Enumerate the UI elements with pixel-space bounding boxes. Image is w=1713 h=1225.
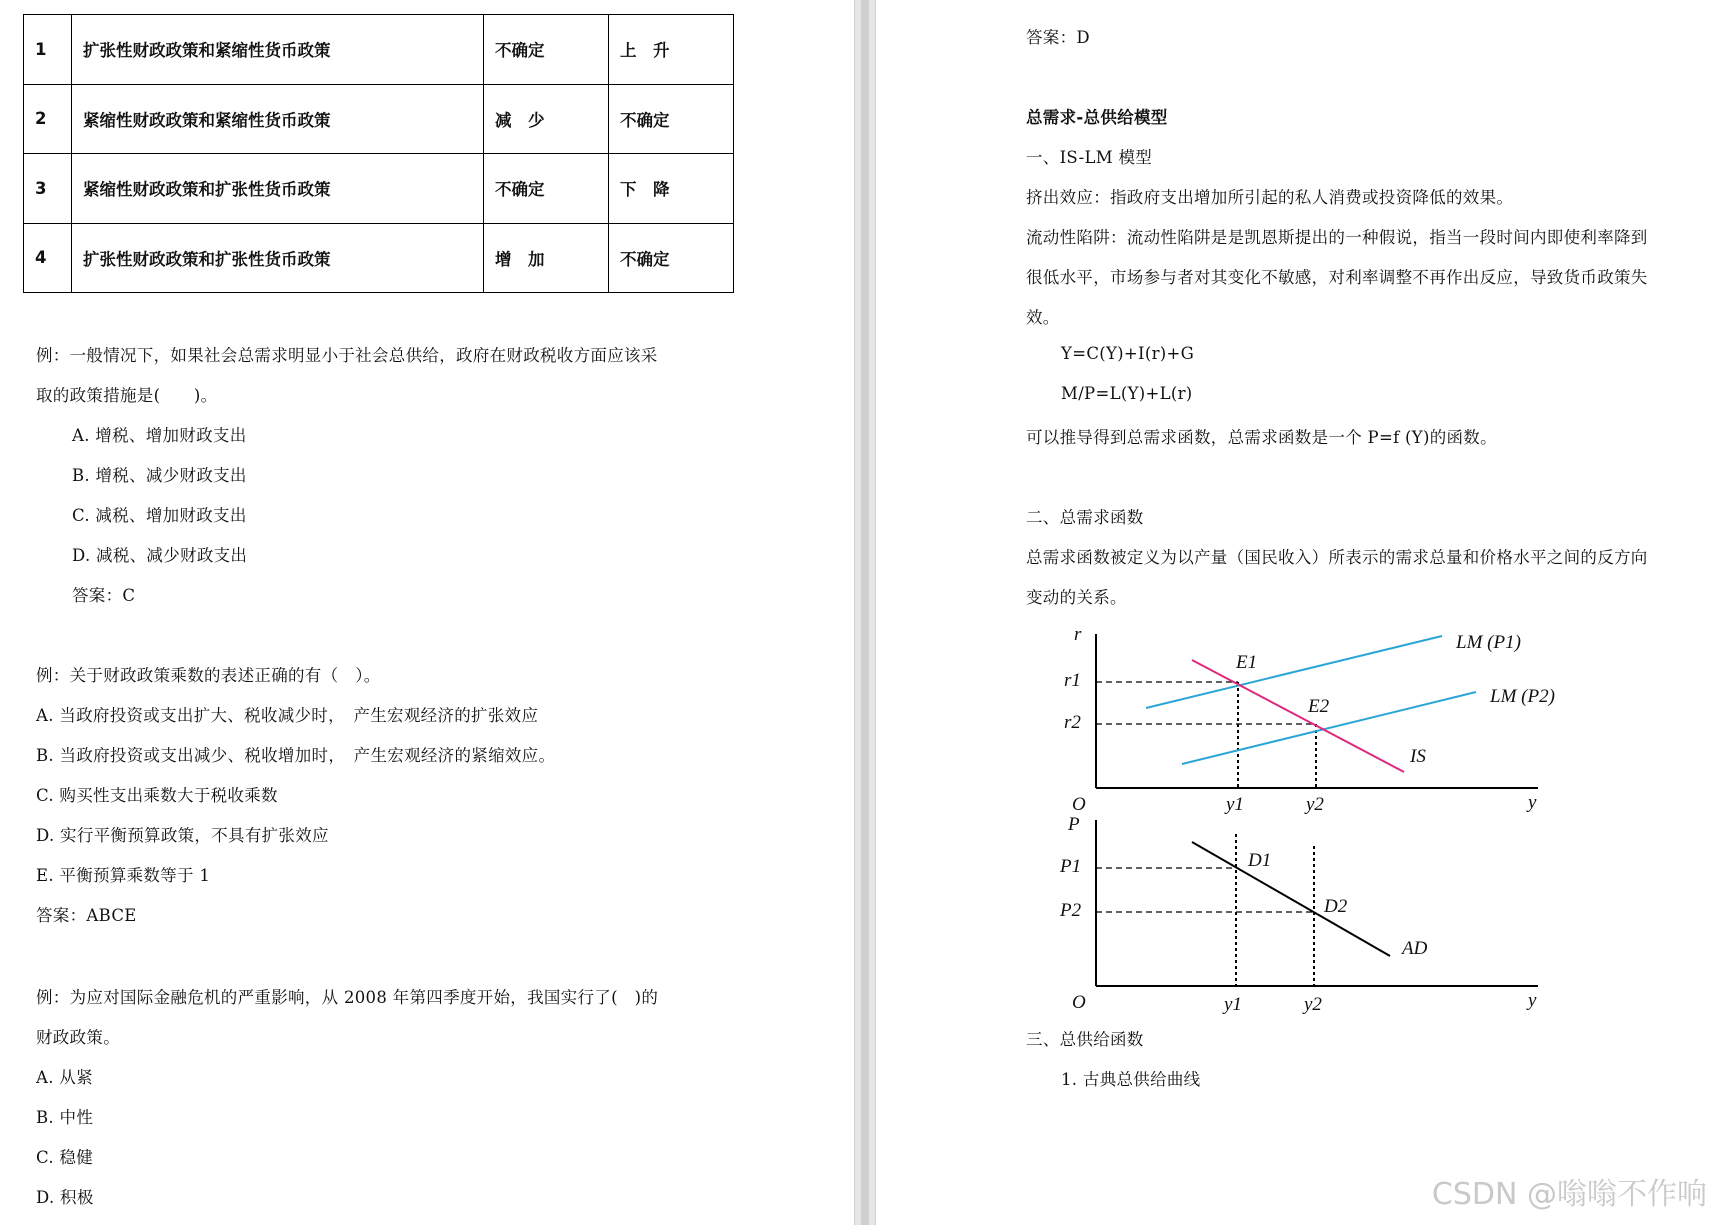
table-cell-rate: 不确定 [609, 223, 734, 293]
ad-label: AD [1402, 938, 1428, 959]
example2-option-c: C. 购买性支出乘数大于税收乘数 [36, 786, 278, 805]
example1-option-b: B. 增税、减少财政支出 [72, 466, 247, 485]
example1-option-a: A. 增税、增加财政支出 [72, 426, 247, 445]
example3-option-d: D. 积极 [36, 1188, 94, 1207]
point-d2-label: D2 [1324, 896, 1348, 917]
point-e1-label: E1 [1236, 652, 1258, 673]
table-cell-output: 不确定 [484, 154, 609, 224]
lm-p1-line [1146, 636, 1442, 708]
ad-origin: O [1072, 992, 1086, 1013]
example1-option-c: C. 减税、增加财政支出 [72, 506, 247, 525]
table-cell-policy: 紧缩性财政政策和扩张性货币政策 [72, 154, 484, 224]
equation-lm: M/P=L(Y)+L(r) [1061, 384, 1193, 403]
table-cell-output: 不确定 [484, 15, 609, 85]
table-cell-num: 4 [24, 223, 72, 293]
table-cell-num: 1 [24, 15, 72, 85]
section3-title: 三、总供给函数 [1026, 1030, 1144, 1049]
item-classical-as: 1. 古典总供给曲线 [1061, 1070, 1201, 1089]
lm-p1-label: LM (P1) [1456, 632, 1521, 653]
example2-question: 例：关于财政政策乘数的表述正确的有（ ）。 [36, 666, 381, 685]
point-e2-label: E2 [1308, 696, 1330, 717]
example1-question-line1: 例：一般情况下，如果社会总需求明显小于社会总供给，政府在财政税收方面应该采 [36, 346, 658, 365]
islm-ylabel: r [1074, 624, 1082, 645]
islm-ytick-r2: r2 [1064, 712, 1081, 733]
ad-xtick-y1: y1 [1224, 994, 1242, 1015]
table-cell-num: 2 [24, 84, 72, 154]
islm-xtick-y1: y1 [1226, 794, 1244, 815]
scroll-separator [861, 0, 869, 1225]
ad-definition-line2: 变动的关系。 [1026, 588, 1127, 607]
section-heading: 总需求-总供给模型 [1026, 108, 1168, 127]
liquidity-trap-line2: 很低水平，市场参与者对其变化不敏感，对利率调整不再作出反应，导致货币政策失 [1026, 268, 1648, 287]
example1-question-line2: 取的政策措施是( )。 [36, 386, 218, 405]
answer-top: 答案：D [1026, 28, 1090, 47]
table-cell-policy: 扩张性财政政策和紧缩性货币政策 [72, 15, 484, 85]
liquidity-trap-line1: 流动性陷阱：流动性陷阱是是凯恩斯提出的一种假说，指当一段时间内即使利率降到 [1026, 228, 1648, 247]
ad-xtick-y2: y2 [1304, 994, 1322, 1015]
section2-title: 二、总需求函数 [1026, 508, 1144, 527]
table-cell-output: 增 加 [484, 223, 609, 293]
islm-origin: O [1072, 794, 1086, 815]
equation-is: Y=C(Y)+I(r)+G [1061, 344, 1195, 363]
derive-text: 可以推导得到总需求函数，总需求函数是一个 P=f (Y)的函数。 [1026, 428, 1497, 447]
ad-line [1192, 842, 1390, 956]
example2-option-d: D. 实行平衡预算政策，不具有扩张效应 [36, 826, 329, 845]
example3-option-c: C. 稳健 [36, 1148, 94, 1167]
crowding-out-text: 挤出效应：指政府支出增加所引起的私人消费或投资降低的效果。 [1026, 188, 1514, 207]
islm-xtick-y2: y2 [1306, 794, 1324, 815]
example2-option-e: E. 平衡预算乘数等于 1 [36, 866, 211, 885]
table-row [24, 15, 734, 85]
example3-option-a: A. 从紧 [36, 1068, 93, 1087]
ad-ytick-p2: P2 [1060, 900, 1082, 921]
liquidity-trap-line3: 效。 [1026, 308, 1060, 327]
policy-mix-table [23, 14, 734, 293]
table-row [24, 84, 734, 154]
example3-question-line1: 例：为应对国际金融危机的严重影响，从 2008 年第四季度开始，我国实行了( )的 [36, 988, 659, 1007]
is-lm-ad-chart [1030, 620, 1570, 1020]
ad-ylabel: P [1068, 814, 1080, 835]
table-row [24, 223, 734, 293]
table-cell-rate: 不确定 [609, 84, 734, 154]
document-page-right [876, 0, 1713, 1225]
table-cell-policy: 紧缩性财政政策和紧缩性货币政策 [72, 84, 484, 154]
is-label: IS [1410, 746, 1426, 767]
table-cell-rate: 上 升 [609, 15, 734, 85]
page-gutter [854, 0, 876, 1225]
example3-option-b: B. 中性 [36, 1108, 94, 1127]
ad-definition-line1: 总需求函数被定义为以产量（国民收入）所表示的需求总量和价格水平之间的反方向 [1026, 548, 1648, 567]
islm-xlabel: y [1528, 792, 1537, 813]
table-row [24, 154, 734, 224]
example2-answer: 答案：ABCE [36, 906, 137, 925]
document-page-left [0, 0, 854, 1225]
table-cell-num: 3 [24, 154, 72, 224]
point-d1-label: D1 [1248, 850, 1272, 871]
table-cell-output: 减 少 [484, 84, 609, 154]
watermark: CSDN @嗡嗡不作响 [1431, 1177, 1707, 1212]
table-cell-policy: 扩张性财政政策和扩张性货币政策 [72, 223, 484, 293]
ad-ytick-p1: P1 [1060, 856, 1082, 877]
example1-option-d: D. 减税、减少财政支出 [72, 546, 248, 565]
section1-title: 一、IS-LM 模型 [1026, 148, 1153, 167]
example2-option-a: A. 当政府投资或支出扩大、税收减少时， 产生宏观经济的扩张效应 [36, 706, 539, 725]
table-cell-rate: 下 降 [609, 154, 734, 224]
example1-answer: 答案：C [72, 586, 136, 605]
is-line [1192, 660, 1404, 772]
lm-p2-label: LM (P2) [1490, 686, 1555, 707]
islm-ytick-r1: r1 [1064, 670, 1081, 691]
example2-option-b: B. 当政府投资或支出减少、税收增加时， 产生宏观经济的紧缩效应。 [36, 746, 556, 765]
ad-xlabel: y [1528, 990, 1537, 1011]
example3-question-line2: 财政政策。 [36, 1028, 120, 1047]
